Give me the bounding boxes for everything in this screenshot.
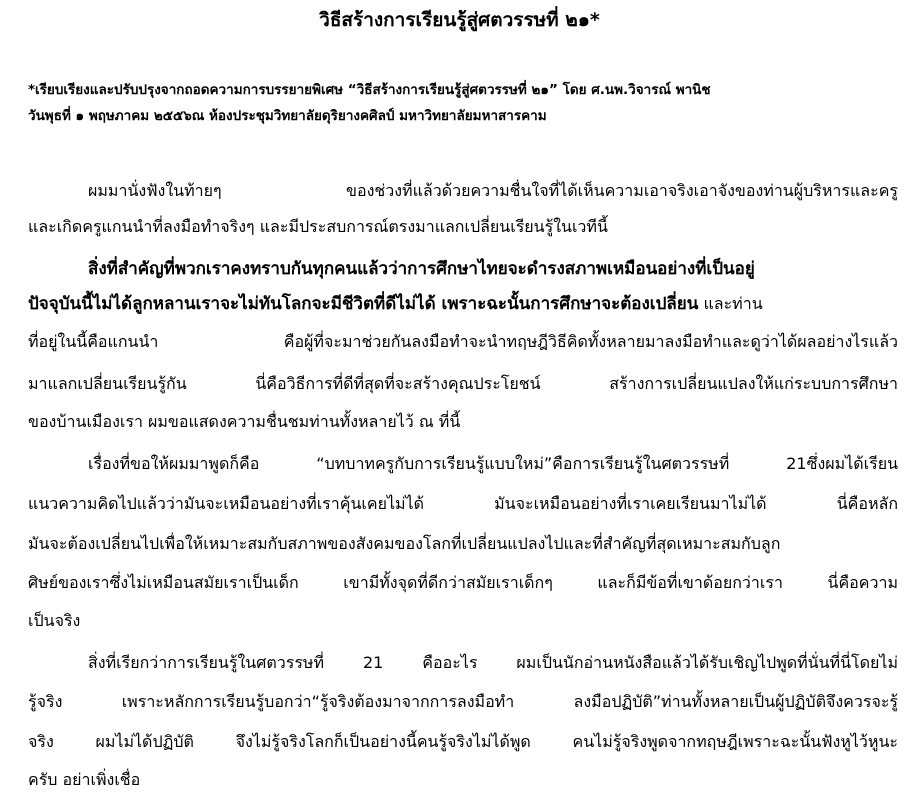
paragraph-2-line-2 (28, 291, 898, 317)
paragraph-4-line-1: สิ่งที่เรียกว่าการเรียนรู้ในศตวรรษที่ 21 คืออะไร ผมเป็นนักอ่านหนังสือแล้วได้รับเชิญไปพูดที่นั่นที่นี่โดยไม่ (88, 653, 898, 672)
paragraph-2-line-3: ที่อยู่ในนี้คือแกนนำ คือผู้ที่จะมาช่วยกันลงมือทำจะนำทฤษฎีวิธีคิดทั้งหลายมาลงมือทำและดูว่าได้ผลอย่างไรแล้ว (28, 332, 898, 351)
paragraph-2-line-1-bold: สิ่งที่สำคัญที่พวกเราคงทราบกันทุกคนแล้วว่าการศึกษาไทยจะดำรงสภาพเหมือนอย่างที่เป็นอยู่ (88, 259, 755, 279)
paragraph-2-line-5: ของบ้านเมืองเรา ผมขอแสดงความชื่นชมท่านทั้งหลายไว้ ณ ที่นี้ (28, 412, 461, 431)
paragraph-4-line-2: รู้จริง เพราะหลักการเรียนรู้บอกว่า“รู้จริงต้องมาจากการลงมือทำ ลงมือปฏิบัติ”ท่านทั้งหลายเป็นผู้ปฏิบัติจึงควรจะรู้ (28, 692, 898, 711)
credit-note-line-1: *เรียบเรียงและปรับปรุงจากถอดความการบรรยายพิเศษ “วิธีสร้างการเรียนรู้สู่ศตวรรษที่ ๒๑” โดย ศ.นพ.วิจารณ์ พานิช (28, 82, 711, 98)
paragraph-4-line-4: ครับ อย่าเพิ่งเชื่อ (28, 770, 141, 789)
document-title: วิธีสร้างการเรียนรู้สู่ศตวรรษที่ ๒๑* (319, 9, 600, 31)
paragraph-1-line-1: ผมมานั่งฟังในท้ายๆ ของช่วงที่แล้วด้วยความชื่นใจที่ได้เห็นความเอาจริงเอาจังของท่านผู้บริหารและครู (88, 181, 898, 200)
paragraph-3-line-4: ศิษย์ของเราซึ่งไม่เหมือนสมัยเราเป็นเด็ก เขามีทั้งจุดที่ดีกว่าสมัยเราเด็กๆ และก็มีข้อที่เขาด้อยกว่าเรา นี่คือความ (28, 573, 898, 592)
paragraph-3-line-3: มันจะต้องเปลี่ยนไปเพื่อให้เหมาะสมกับสภาพของสังคมของโลกที่เปลี่ยนแปลงไปและที่สำคัญที่สุดเหมาะสมกับลูก (28, 534, 781, 553)
paragraph-3-line-5: เป็นจริง (28, 611, 81, 630)
paragraph-3-line-2: แนวความคิดไปแล้วว่ามันจะเหมือนอย่างที่เราคุ้นเคยไม่ได้ มันจะเหมือนอย่างที่เราเคยเรียนมาไม่ได้ นี่คือหลัก (28, 494, 898, 513)
credit-note-line-2: วันพุธที่ ๑ พฤษภาคม ๒๕๕๖ณ ห้องประชุมวิทยาลัยดุริยางคศิลป์ มหาวิทยาลัยมหาสารคาม (28, 108, 547, 124)
paragraph-4-line-3: จริง ผมไม่ได้ปฏิบัติ จึงไม่รู้จริงโลกก็เป็นอย่างนี้คนรู้จริงไม่ได้พูด คนไม่รู้จริงพูดจากทฤษฎีเพราะฉะนั้นฟังหูไว้หูนะ (28, 732, 898, 751)
paragraph-2-line-2-rest: และท่าน (698, 294, 763, 313)
paragraph-2-line-4: มาแลกเปลี่ยนเรียนรู้กัน นี่คือวิธีการที่ดีที่สุดที่จะสร้างคุณประโยชน์ สร้างการเปลี่ยนแปลงให้แก่ระบบการศึกษา (28, 374, 898, 393)
paragraph-3-line-1: เรื่องที่ขอให้ผมมาพูดก็คือ “บทบาทครูกับการเรียนรู้แบบใหม่”คือการเรียนรู้ในศตวรรษที่ 21ซึ่งผมได้เรียน (88, 454, 898, 473)
paragraph-1-line-2: และเกิดครูแกนนำที่ลงมือทำจริงๆ และมีประสบการณ์ตรงมาแลกเปลี่ยนเรียนรู้ในเวทีนี้ (28, 217, 608, 236)
paragraph-2-line-2-bold: ปัจจุบันนี้ไม่ได้ลูกหลานเราจะไม่ทันโลกจะมีชีวิตที่ดีไม่ได้ เพราะฉะนั้นการศึกษาจะต้องเปลี่ยน (28, 294, 699, 314)
